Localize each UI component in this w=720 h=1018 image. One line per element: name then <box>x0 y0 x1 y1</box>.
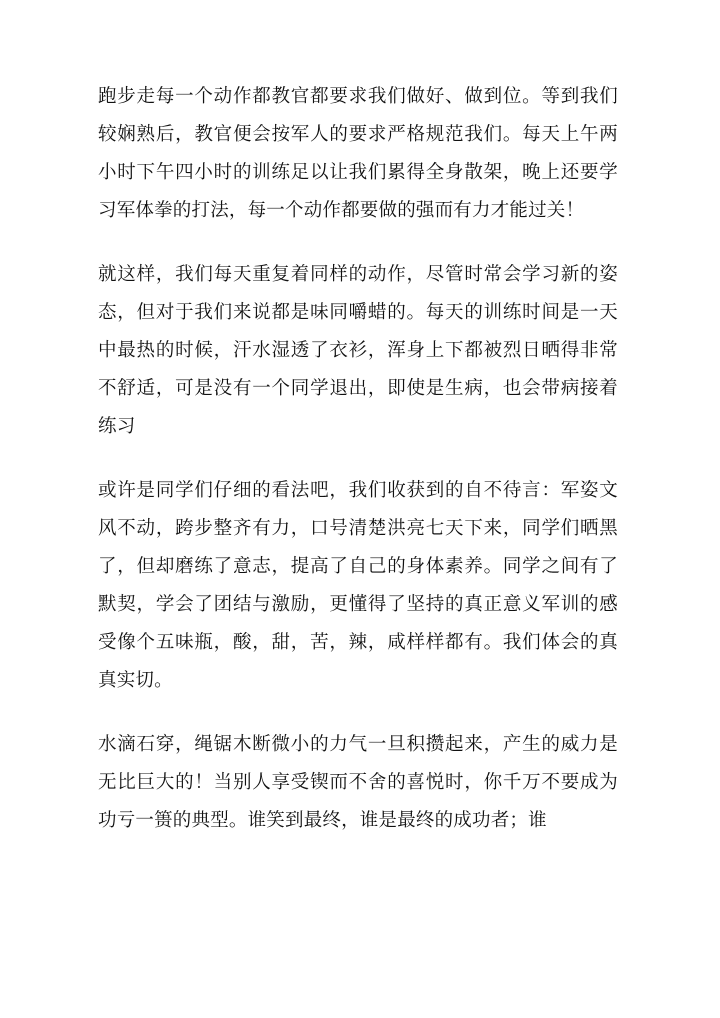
paragraph: 跑步走每一个动作都教官都要求我们做好、做到位。等到我们较娴熟后，教官便会按军人的要求严格规范我们。每天上午两小时下午四小时的训练足以让我们累得全身散架，晚上还要学习军体拳的打法，每一个动作都要做的强而有力才能过关！ <box>98 86 618 221</box>
document-text-body <box>98 78 618 840</box>
paragraph: 或许是同学们仔细的看法吧，我们收获到的自不待言：军姿文风不动，跨步整齐有力，口号清楚洪亮七天下来，同学们晒黑了，但却磨练了意志，提高了自己的身体素养。同学之间有了默契，学会了团结与激励，更懂得了坚持的真正意义军训的感受像个五味瓶，酸，甜，苦，辣，咸样样都有。我们体会的真真实切。 <box>98 480 618 691</box>
paragraph: 水滴石穿，绳锯木断微小的力气一旦积攒起来，产生的威力是无比巨大的！当别人享受锲而不舍的喜悦时，你千万不要成为功亏一篑的典型。谁笑到最终，谁是最终的成功者；谁 <box>98 734 618 831</box>
paragraph: 就这样，我们每天重复着同样的动作，尽管时常会学习新的姿态，但对于我们来说都是味同嚼蜡的。每天的训练时间是一天中最热的时候，汗水湿透了衣衫，浑身上下都被烈日晒得非常不舒适，可是没有一个同学退出，即使是生病，也会带病接着练习 <box>98 264 618 437</box>
